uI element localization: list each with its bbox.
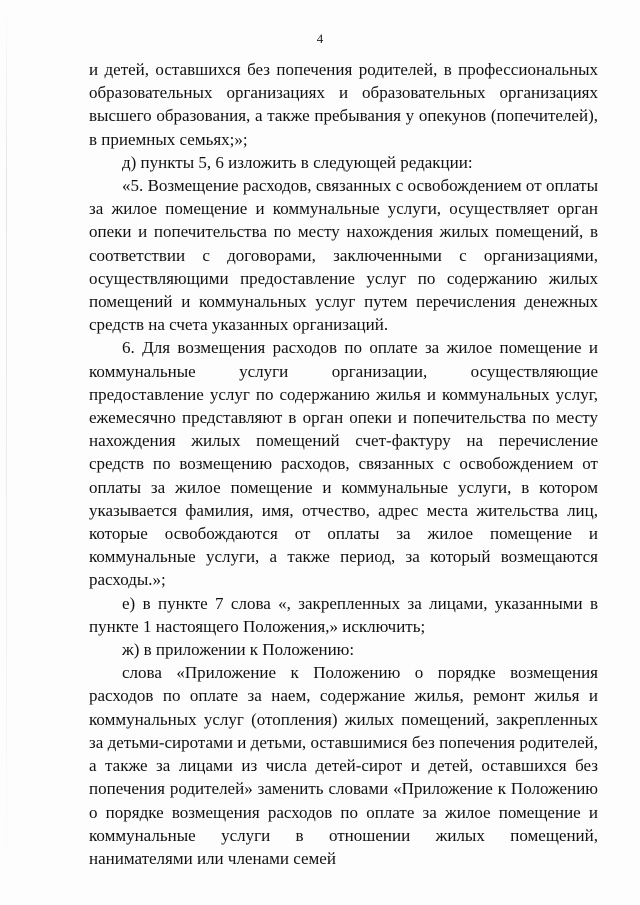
paragraph-point-6: 6. Для возмещения расходов по оплате за жилое помещение и коммунальные услуги организации, осуществляющие предоставление услуг по содержанию жилья и коммунальных услуг, ежемесячно представляют в орган опеки и попечительства по месту нахождения жилых помещений счет-фактуру на перечисление средств по возмещению расходов, связанных с освобождением от оплаты за жилое помещение и коммунальные услуги, в котором указывается фамилия, имя, отчество, адрес места жительства лиц, которые освобождаются от оплаты за жилое помещение и коммунальные услуги, а также период, за который возмещаются расходы.»;: [89, 338, 598, 590]
document-body: [89, 58, 598, 870]
paragraph-point-5: «5. Возмещение расходов, связанных с освобождением от оплаты за жилое помещение и коммунальные услуги, осуществляет орган опеки и попечительства по месту нахождения жилых помещений, в соответствии с договорами, заключенными с организациями, осуществляющими предоставление услуг по содержанию жилых помещений и коммунальных услуг путем перечисления денежных средств на счета указанных организаций.: [89, 176, 598, 335]
paragraph-item-d: д) пункты 5, 6 изложить в следующей редакции:: [122, 152, 473, 172]
scan-edge: [6, 0, 7, 905]
paragraph-item-e: е) в пункте 7 слова «, закрепленных за лицами, указанными в пункте 1 настоящего Положения,» исключить;: [89, 593, 598, 636]
paragraph-item-zh: ж) в приложении к Положению:: [122, 640, 355, 660]
paragraph-words: слова «Приложение к Положению о порядке возмещения расходов по оплате за наем, содержание жилья, ремонт жилья и коммунальных услуг (отопления) жилых помещений, закрепленных за детьми-сиротами и детьми, оставшимися без попечения родителей, а также за лицами из числа детей-сирот и детей, оставшихся без попечения родителей» заменить словами «Приложение к Положению о порядке возмещения расходов по оплате за жилое помещение и коммунальные услуги в отношении жилых помещений, нанимателями или членами семей: [89, 663, 598, 868]
page-number: 4: [316, 31, 324, 46]
paragraph-continuation: и детей, оставшихся без попечения родителей, в профессиональных образовательных организациях и образовательных организациях высшего образования, а также пребывания у опекунов (попечителей), в приемных семьях;»;: [89, 60, 598, 149]
